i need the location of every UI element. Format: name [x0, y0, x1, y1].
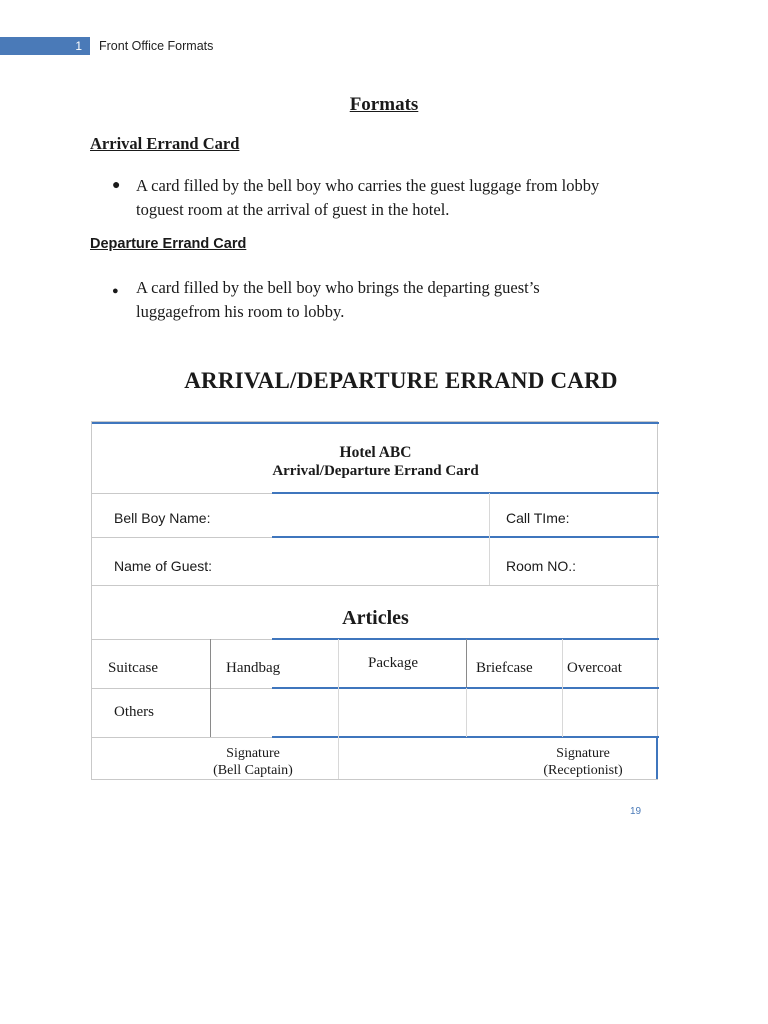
departure-heading: Departure Errand Card: [90, 236, 247, 252]
bell-captain-signature-label: Signature: [226, 746, 280, 761]
errand-card-form: [91, 421, 658, 780]
rule: [92, 537, 272, 538]
arrival-heading: Arrival Errand Card: [90, 134, 240, 153]
card-subtitle: Arrival/Departure Errand Card: [272, 463, 479, 479]
article-briefcase: Briefcase: [476, 660, 533, 676]
arrival-bullet: [112, 174, 612, 222]
bell-boy-name-label: Bell Boy Name:: [114, 510, 211, 526]
articles-heading: Articles: [342, 607, 409, 629]
rule: [92, 493, 272, 494]
arrival-description: A card filled by the bell boy who carries the guest luggage from lobby toguest room at the arrival of guest in the hotel.: [136, 176, 600, 219]
page-number-badge: 1: [0, 37, 90, 55]
article-handbag: Handbag: [226, 660, 281, 676]
divider: [656, 737, 658, 779]
guest-name-label: Name of Guest:: [114, 558, 213, 574]
article-overcoat: Overcoat: [567, 660, 622, 676]
departure-description: A card filled by the bell boy who brings the departing guest’s luggagefrom his room to lobby.: [136, 278, 540, 321]
call-time-label: Call TIme:: [506, 510, 570, 526]
receptionist-role: (Receptionist): [543, 763, 623, 778]
rule: [92, 422, 659, 424]
room-number-label: Room NO.:: [506, 558, 577, 574]
bullet-icon: ●: [112, 285, 119, 297]
running-header: Front Office Formats: [99, 39, 214, 53]
article-suitcase: Suitcase: [108, 660, 158, 676]
article-others: Others: [114, 704, 154, 720]
rule: [92, 688, 272, 689]
bullet-icon: ●: [112, 178, 121, 193]
rule: [92, 639, 272, 640]
receptionist-signature-label: Signature: [556, 746, 610, 761]
divider: [466, 688, 467, 737]
departure-bullet: [112, 276, 612, 324]
divider: [466, 639, 467, 687]
card-title: ARRIVAL/DEPARTURE ERRAND CARD: [184, 368, 618, 393]
rule: [92, 737, 272, 738]
page-number: 19: [630, 806, 642, 817]
page-title: Formats: [349, 94, 419, 115]
rule: [272, 536, 659, 538]
rule: [92, 585, 659, 586]
bell-captain-role: (Bell Captain): [213, 763, 293, 778]
article-package: Package: [368, 655, 418, 671]
hotel-name: Hotel ABC: [339, 444, 412, 461]
divider: [338, 639, 339, 779]
divider: [489, 493, 490, 585]
divider: [562, 639, 563, 737]
rule: [272, 492, 659, 494]
divider: [210, 639, 211, 737]
